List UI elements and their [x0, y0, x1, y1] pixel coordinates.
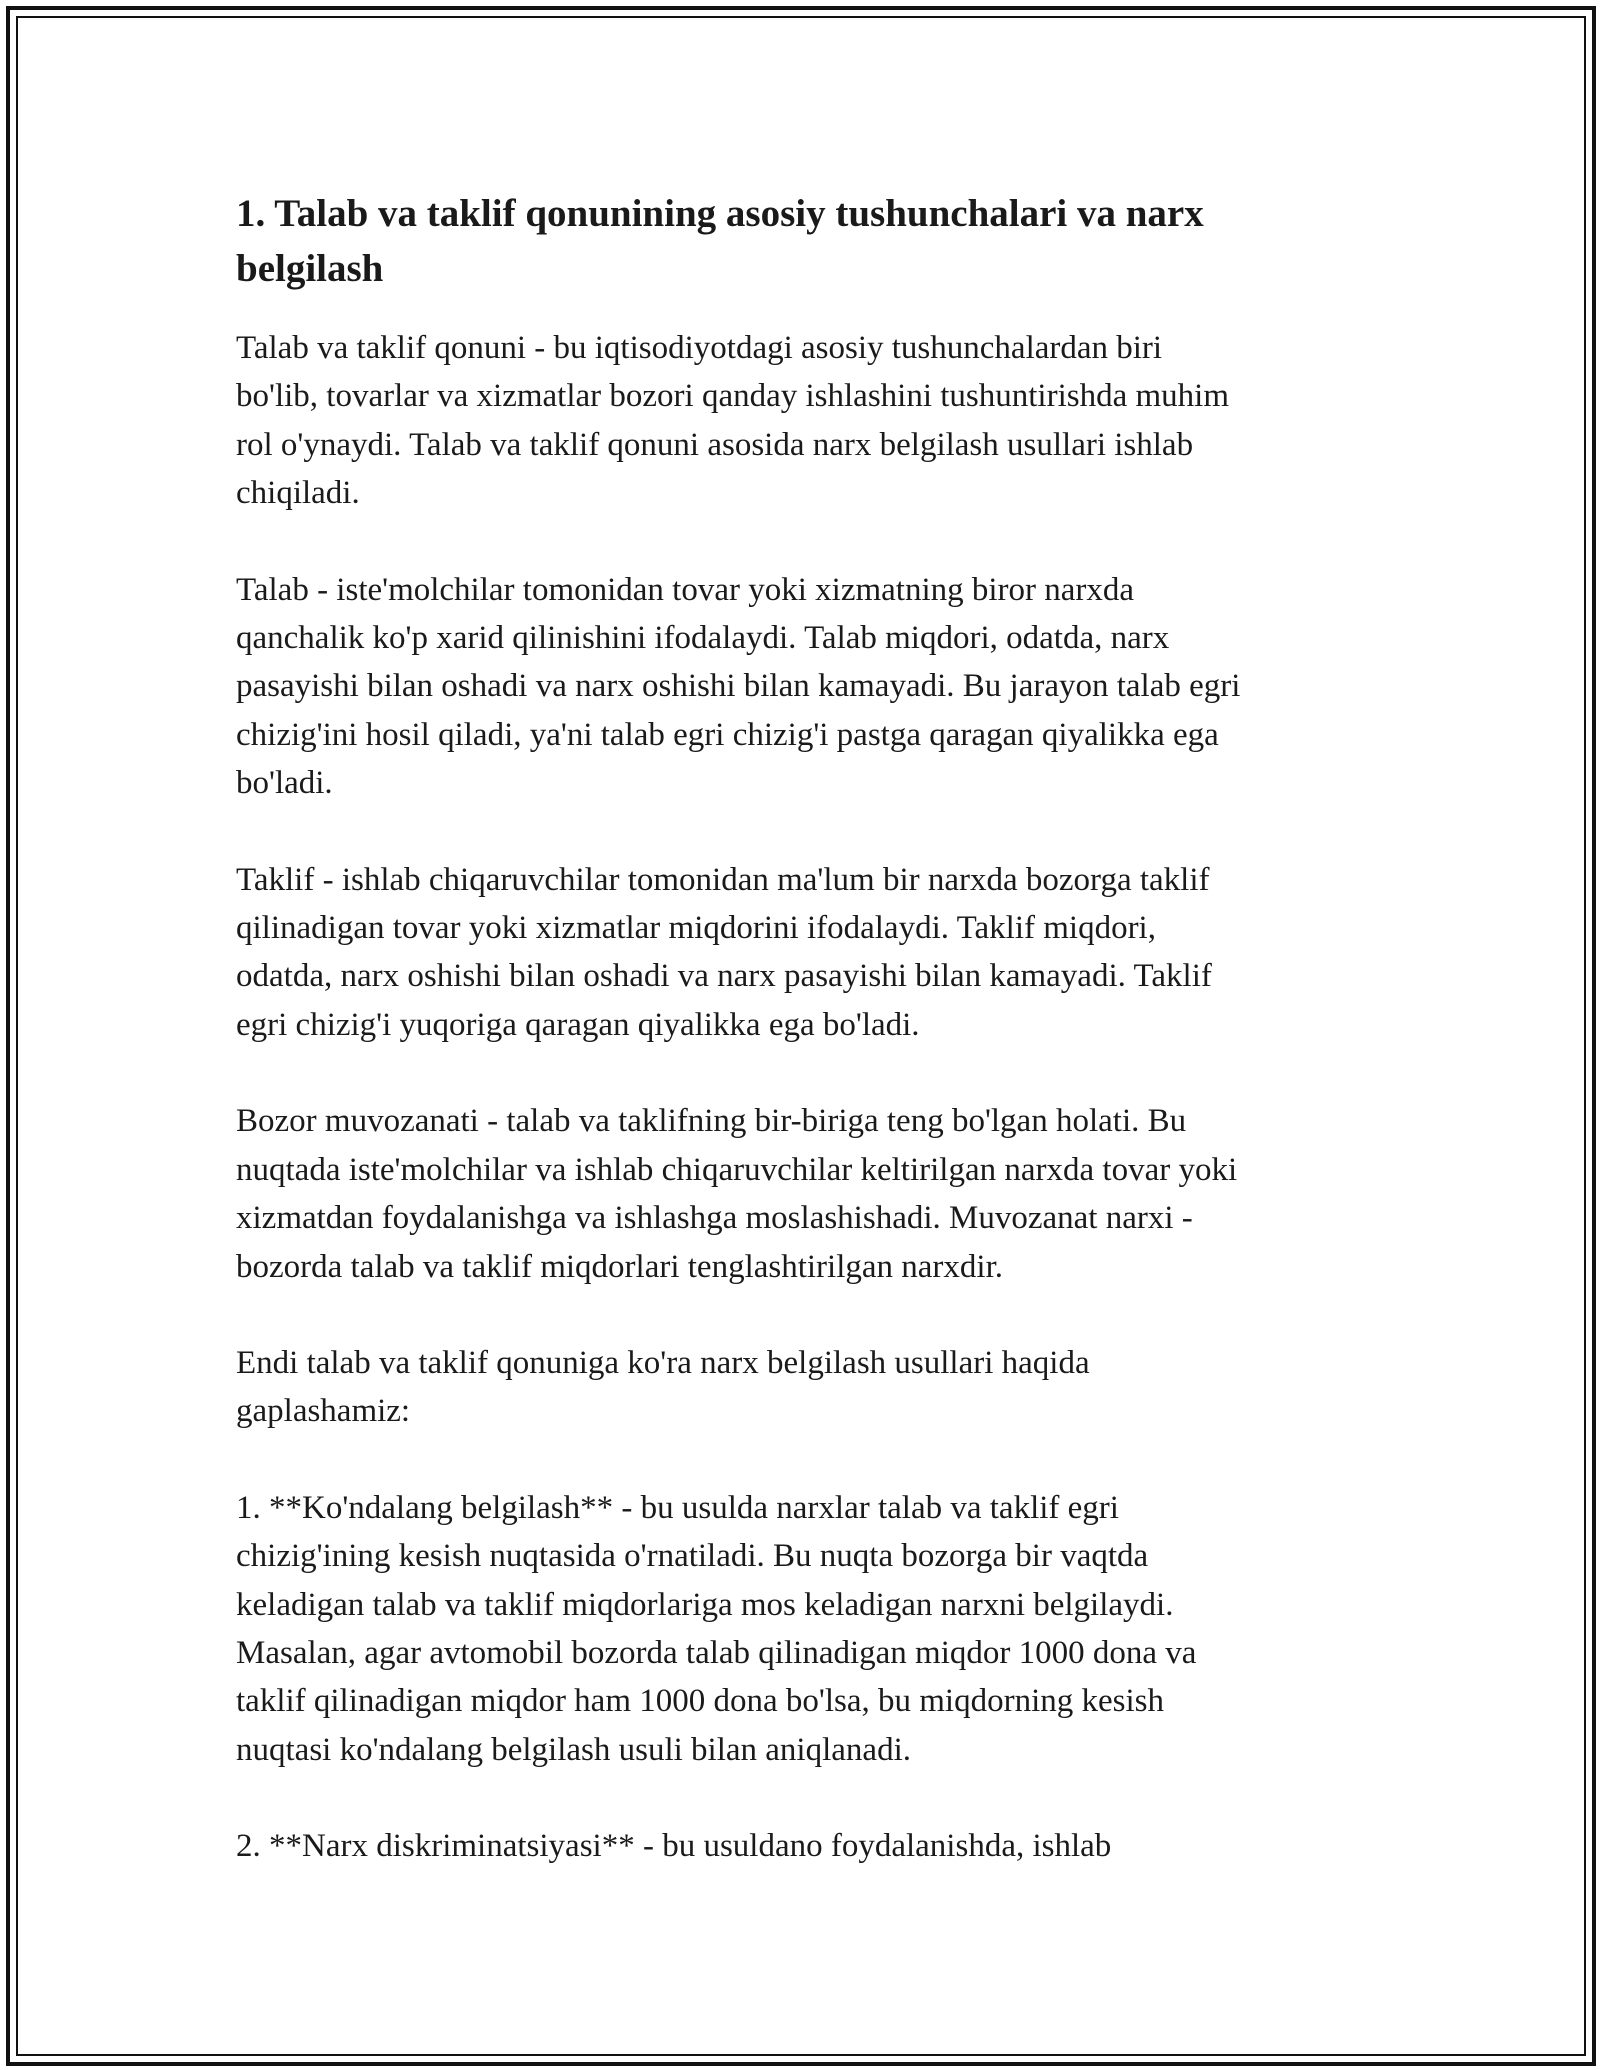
paragraph-supply: Taklif - ishlab chiqaruvchilar tomonidan ma'lum bir narxda bozorga taklif qilinadigan tovar yoki xizmatlar miqdorini ifodalaydi. Taklif miqdori, odatda, narx oshishi bilan oshadi va narx pasayishi bilan kamayadi. Taklif egri chizig'i yuqoriga qaragan qiyalikka ega bo'ladi.: [236, 861, 1212, 1043]
paragraph-method-2: 2. **Narx diskriminatsiyasi** - bu usuldano foydalanishda, ishlab: [236, 1828, 1112, 1865]
document-body: [236, 186, 1376, 1919]
section-heading: 1. Talab va taklif qonunining asosiy tushunchalari va narx belgilash: [236, 192, 1204, 290]
paragraph-equilibrium: Bozor muvozanati - talab va taklifning bir-biriga teng bo'lgan holati. Bu nuqtada iste'molchilar va ishlab chiqaruvchilar keltirilgan narxda tovar yoki xizmatdan foydalanishga va ishlashga moslashishadi. Muvozanat narxi - bozorda talab va taklif miqdorlari tenglashtirilgan narxdir.: [236, 1103, 1238, 1285]
paragraph-demand: Talab - iste'molchilar tomonidan tovar yoki xizmatning biror narxda qanchalik ko'p xarid qilinishini ifodalaydi. Talab miqdori, odatda, narx pasayishi bilan oshadi va narx oshishi bilan kamayadi. Bu jarayon talab egri chizig'ini hosil qiladi, ya'ni talab egri chizig'i pastga qaragan qiyalikka ega bo'ladi.: [236, 571, 1241, 802]
paragraph-intro: Talab va taklif qonuni - bu iqtisodiyotdagi asosiy tushunchalardan biri bo'lib, tovarlar va xizmatlar bozori qanday ishlashini tushuntirishda muhim rol o'ynaydi. Talab va taklif qonuni asosida narx belgilash usullari ishlab chiqiladi.: [236, 330, 1229, 512]
paragraph-method-1: 1. **Ko'ndalang belgilash** - bu usulda narxlar talab va taklif egri chizig'ining kesish nuqtasida o'rnatiladi. Bu nuqta bozorga bir vaqtda keladigan talab va taklif miqdorlariga mos keladigan narxni belgilaydi. Masalan, agar avtomobil bozorda talab qilinadigan miqdor 1000 dona va taklif qilinadigan miqdor ham 1000 dona bo'lsa, bu miqdorning kesish nuqtasi ko'ndalang belgilash usuli bilan aniqlanadi.: [236, 1489, 1197, 1768]
paragraph-methods-intro: Endi talab va taklif qonuniga ko'ra narx belgilash usullari haqida gaplashamiz:: [236, 1344, 1090, 1430]
